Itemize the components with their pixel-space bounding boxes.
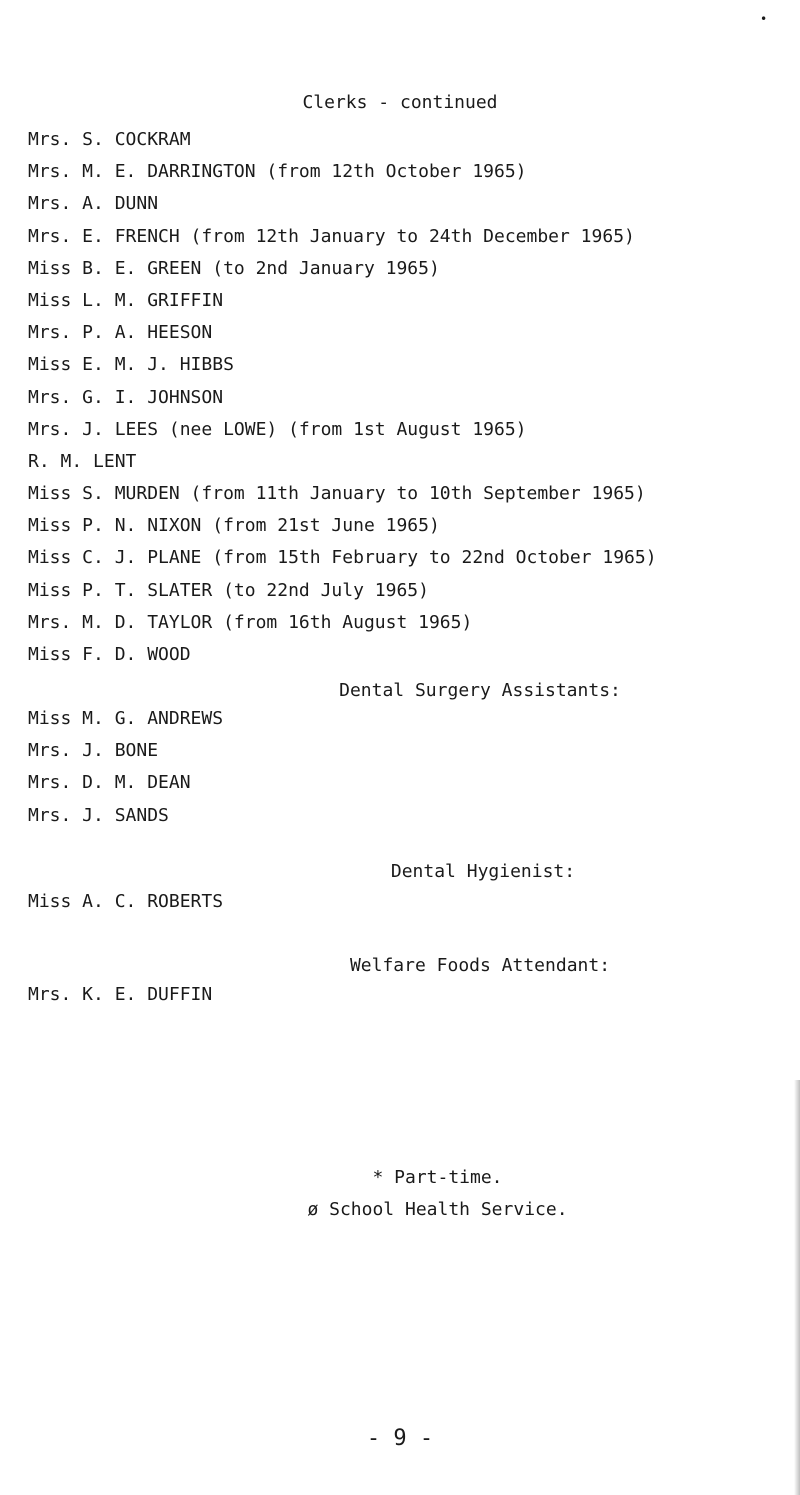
list-item: Mrs. M. D. TAYLOR (from 16th August 1965) [28,611,473,633]
list-item: R. M. LENT [28,450,137,472]
list-item: Mrs. S. COCKRAM [28,129,191,150]
list-item: Miss L. M. GRIFFIN [28,289,224,311]
dental-hygienist-list [28,886,223,918]
welfare-foods-title: Welfare Foods Attendant: [349,955,611,976]
dental-hygienist-title: Dental Hygienist: [390,861,576,882]
list-item: Mrs. J. LEES (nee LOWE) (from 1st August 1965) [28,418,527,440]
school-health-note: ø School Health Service. [307,1199,568,1220]
list-item: Miss C. J. PLANE (from 15th February to 22nd October 1965) [28,547,657,569]
page-heading: Clerks - continued [302,92,498,113]
list-item: Mrs. A. DUNN [28,193,159,215]
list-item: Miss E. M. J. HIBBS [28,354,234,376]
dental-surgery-list [28,703,223,832]
part-time-note: * Part-time. [372,1167,503,1188]
list-item: Miss P. N. NIXON (from 21st June 1965) [28,515,440,537]
list-item: Miss A. C. ROBERTS [28,891,224,912]
clerks-list [28,124,657,671]
list-item: Miss P. T. SLATER (to 22nd July 1965) [28,579,429,601]
list-item: Mrs. E. FRENCH (from 12th January to 24th December 1965) [28,225,635,247]
list-item: Mrs. D. M. DEAN [28,772,191,794]
scan-edge-shadow [794,1080,800,1495]
corner-mark: • [760,12,768,26]
list-item: Mrs. M. E. DARRINGTON (from 12th October 1965) [28,161,527,183]
list-item: Miss M. G. ANDREWS [28,708,224,729]
list-item: Mrs. J. SANDS [28,804,169,826]
list-item: Mrs. P. A. HEESON [28,322,213,344]
list-item: Mrs. K. E. DUFFIN [28,984,213,1005]
list-item: Miss B. E. GREEN (to 2nd January 1965) [28,257,440,279]
footnotes [0,1162,800,1226]
page-number: - 9 - [366,1426,434,1451]
list-item: Miss S. MURDEN (from 11th January to 10th September 1965) [28,483,646,505]
list-item: Miss F. D. WOOD [28,644,191,665]
list-item: Mrs. G. I. JOHNSON [28,386,224,408]
welfare-foods-list [28,979,212,1011]
dental-surgery-title: Dental Surgery Assistants: [339,680,621,701]
list-item: Mrs. J. BONE [28,740,159,762]
